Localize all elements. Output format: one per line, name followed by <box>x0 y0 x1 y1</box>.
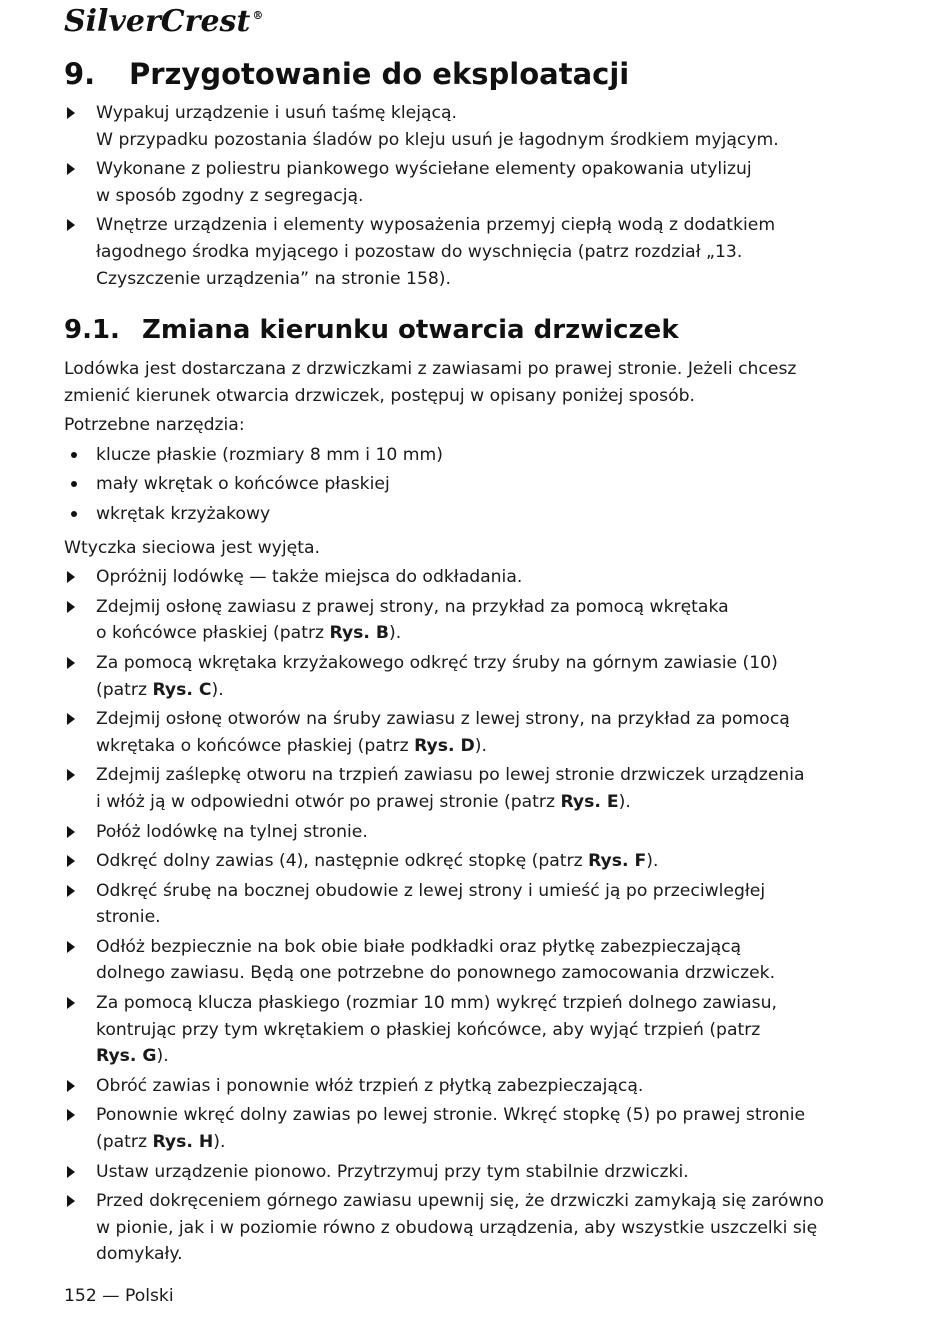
step-line: domykały. <box>96 1244 183 1265</box>
step-line: Odkręć dolny zawias (4), następnie odkręć stopkę (patrz Rys. F). <box>96 851 659 872</box>
brand-logo <box>64 0 263 44</box>
list-item <box>0 564 950 591</box>
plug-note <box>0 535 950 562</box>
list-item <box>0 100 950 153</box>
page-number: 152 <box>64 1286 97 1306</box>
footer-language: Polski <box>124 1286 174 1306</box>
step-line: Za pomocą wkrętaka krzyżakowego odkręć trzy śruby na górnym zawiasie (10) <box>96 652 778 673</box>
list-item <box>0 990 950 1070</box>
step-line: Zdejmij osłonę zawiasu z prawej strony, na przykład za pomocą wkrętaka <box>96 596 729 617</box>
page-footer <box>64 1283 174 1309</box>
arrow-bullet-icon <box>64 762 80 788</box>
intro-paragraph <box>0 356 950 409</box>
list-item <box>0 471 950 498</box>
list-item <box>0 594 950 647</box>
step-line: dolnego zawiasu. Będą one potrzebne do ponownego zamocowania drzwiczek. <box>96 963 776 984</box>
arrow-bullet-icon <box>64 819 80 845</box>
subsection-body <box>0 356 950 1268</box>
arrow-bullet-icon <box>64 1073 80 1099</box>
step-line: w pionie, jak i w poziomie równo z obudową urządzenia, aby wszystkie uszczelki się <box>96 1217 818 1238</box>
dot-bullet-icon <box>64 501 80 527</box>
step-line: w sposób zgodny z segregacją. <box>96 185 364 206</box>
step-line: kontrując przy tym wkrętakiem o płaskiej końcówce, aby wyjąć trzpień (patrz <box>96 1019 761 1040</box>
list-item <box>0 212 950 292</box>
step-line: Obróć zawias i ponownie włóż trzpień z płytką zabezpieczającą. <box>96 1075 644 1096</box>
step-line: Wykonane z poliestru piankowego wyściełane elementy opakowania utylizuj <box>96 159 752 180</box>
step-line: Rys. G). <box>96 1046 169 1067</box>
step-line: Czyszczenie urządzenia” na stronie 158). <box>96 268 451 289</box>
step-line: Zdejmij zaślepkę otworu na trzpień zawiasu po lewej stronie drzwiczek urządzenia <box>96 765 805 786</box>
step-line: Przed dokręceniem górnego zawiasu upewnij się, że drzwiczki zamykają się zarówno <box>96 1191 824 1212</box>
section-number: 9. <box>64 57 96 91</box>
step-line: i włóż ją w odpowiedni otwór po prawej stronie (patrz Rys. E). <box>96 791 631 812</box>
step-line: łagodnego środka myjącego i pozostaw do wyschnięcia (patrz rozdział „13. <box>96 241 743 262</box>
tool-item: mały wkrętak o końcówce płaskiej <box>96 474 390 495</box>
step-line: Opróżnij lodówkę — także miejsca do odkładania. <box>96 567 523 588</box>
brand-logo-text: SilverCrest <box>64 4 251 39</box>
step-line: (patrz Rys. C). <box>96 679 224 700</box>
step-line: Zdejmij osłonę otworów na śruby zawiasu z lewej strony, na przykład za pomocą <box>96 709 790 730</box>
step-line: (patrz Rys. H). <box>96 1132 226 1153</box>
list-item <box>0 762 950 815</box>
step-line: Wypakuj urządzenie i usuń taśmę klejącą. <box>96 103 457 123</box>
step-line: W przypadku pozostania śladów po kleju usuń je łagodnym środkiem myjącym. <box>96 129 779 150</box>
list-item <box>0 934 950 987</box>
tool-item: klucze płaskie (rozmiary 8 mm i 10 mm) <box>96 444 443 465</box>
list-item <box>0 1188 950 1268</box>
section-steps-list <box>0 100 950 292</box>
figure-ref: Rys. D <box>414 735 475 756</box>
arrow-bullet-icon <box>64 594 80 620</box>
arrow-bullet-icon <box>64 1102 80 1128</box>
intro-line: Lodówka jest dostarczana z drzwiczkami z zawiasami po prawej stronie. Jeżeli chcesz <box>64 359 797 379</box>
intro-line: zmienić kierunek otwarcia drzwiczek, postępuj w opisany poniżej sposób. <box>64 385 695 406</box>
list-item <box>0 650 950 703</box>
step-line: Za pomocą klucza płaskiego (rozmiar 10 mm) wykręć trzpień dolnego zawiasu, <box>96 993 777 1014</box>
list-item <box>0 1159 950 1186</box>
list-item <box>0 706 950 759</box>
step-line: Połóż lodówkę na tylnej stronie. <box>96 821 368 842</box>
dot-bullet-icon <box>64 442 80 468</box>
list-item <box>0 442 950 469</box>
list-item <box>0 1102 950 1155</box>
subsection-number: 9.1. <box>64 315 120 345</box>
figure-ref: Rys. F <box>588 851 647 872</box>
list-item <box>0 1073 950 1100</box>
arrow-bullet-icon <box>64 650 80 676</box>
subsection-heading <box>64 312 679 348</box>
figure-ref: Rys. E <box>560 791 619 812</box>
figure-ref: Rys. C <box>152 679 212 700</box>
step-line: o końcówce płaskiej (patrz Rys. B). <box>96 623 402 644</box>
list-item <box>0 878 950 931</box>
plug-note-text: Wtyczka sieciowa jest wyjęta. <box>64 537 320 558</box>
figure-ref: Rys. G <box>96 1046 157 1067</box>
arrow-bullet-icon <box>64 212 80 238</box>
section-heading <box>64 54 629 94</box>
step-line: Wnętrze urządzenia i elementy wyposażenia przemyj ciepłą wodą z dodatkiem <box>96 215 776 236</box>
step-line: Ponownie wkręć dolny zawias po lewej stronie. Wkręć stopkę (5) po prawej stronie <box>96 1105 806 1126</box>
subsection-title: Zmiana kierunku otwarcia drzwiczek <box>142 315 679 345</box>
list-item <box>0 848 950 875</box>
step-line: Odkręć śrubę na bocznej obudowie z lewej strony i umieść ją po przeciwległej <box>96 880 766 901</box>
registered-mark: ® <box>252 9 264 22</box>
tools-heading-text: Potrzebne narzędzia: <box>64 415 245 436</box>
arrow-bullet-icon <box>64 100 80 126</box>
tool-item: wkrętak krzyżakowy <box>96 503 271 524</box>
arrow-bullet-icon <box>64 564 80 590</box>
footer-separator: — <box>102 1286 120 1306</box>
arrow-bullet-icon <box>64 848 80 874</box>
section-title: Przygotowanie do eksploatacji <box>129 57 630 91</box>
step-line: Odłóż bezpiecznie na bok obie białe podkładki oraz płytkę zabezpieczającą <box>96 936 742 957</box>
list-item <box>0 819 950 846</box>
list-item <box>0 501 950 528</box>
arrow-bullet-icon <box>64 934 80 960</box>
tools-heading <box>0 412 950 439</box>
step-line: Ustaw urządzenie pionowo. Przytrzymuj przy tym stabilnie drzwiczki. <box>96 1161 689 1182</box>
arrow-bullet-icon <box>64 706 80 732</box>
figure-ref: Rys. H <box>152 1132 214 1153</box>
figure-ref: Rys. B <box>329 623 390 644</box>
dot-bullet-icon <box>64 471 80 497</box>
list-item <box>0 156 950 209</box>
step-line: stronie. <box>96 907 161 928</box>
arrow-bullet-icon <box>64 1159 80 1185</box>
step-line: wkrętaka o końcówce płaskiej (patrz Rys. D). <box>96 735 487 756</box>
arrow-bullet-icon <box>64 156 80 182</box>
arrow-bullet-icon <box>64 878 80 904</box>
arrow-bullet-icon <box>64 990 80 1016</box>
arrow-bullet-icon <box>64 1188 80 1214</box>
